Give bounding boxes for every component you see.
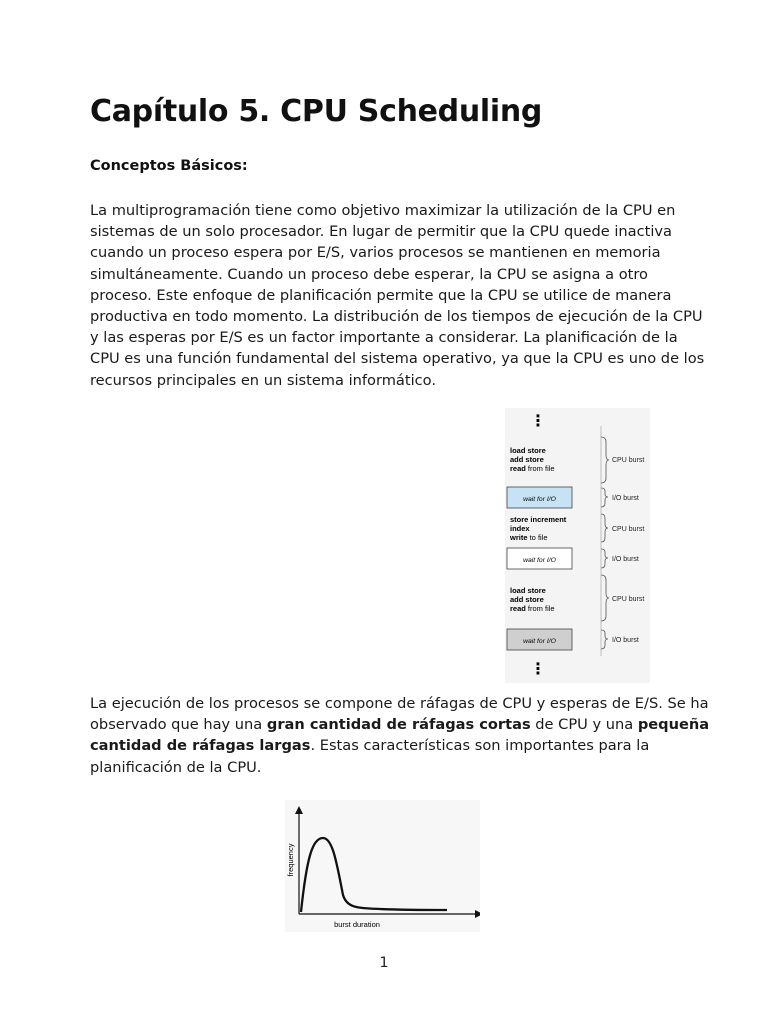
instruction-rest: from file — [525, 464, 555, 473]
frequency-curve — [301, 838, 447, 912]
paragraph-line — [90, 714, 710, 735]
y-axis-label: frequency — [286, 843, 295, 877]
paragraph-line: proceso. Este enfoque de planificación permite que la CPU se utilice de manera — [90, 286, 672, 304]
paragraph-line: La ejecución de los procesos se compone de ráfagas de CPU y esperas de E/S. Se ha — [90, 695, 709, 712]
bold-text: gran cantidad de ráfagas cortas — [266, 716, 531, 734]
cpu-io-burst-figure — [505, 408, 650, 683]
ellipsis-bottom: ⋮ — [530, 661, 546, 678]
intro-paragraph — [90, 200, 705, 391]
paragraph-line: cuando un proceso espera por E/S, varios procesos se mantienen en memoria — [90, 244, 661, 262]
io-burst-label: I/O burst — [612, 637, 639, 644]
paragraph-line: recursos principales en un sistema informático. — [90, 371, 436, 389]
io-burst-brace — [601, 488, 608, 507]
instruction-text — [509, 533, 548, 542]
x-axis-label: burst duration — [334, 920, 380, 929]
paragraph-line — [90, 735, 690, 756]
cpu-burst-label: CPU burst — [612, 457, 645, 464]
instruction-rest: to file — [527, 533, 548, 542]
paragraph-line: simultáneamente. Cuando un proceso debe esperar, la CPU se asigna a otro — [90, 265, 648, 283]
histogram-chart — [285, 800, 480, 932]
instruction-keyword: write — [510, 533, 528, 542]
instruction-text: add store — [510, 455, 544, 464]
io-burst-label: I/O burst — [612, 556, 639, 563]
cpu-burst-brace — [601, 437, 609, 483]
io-burst-label: I/O burst — [612, 495, 639, 502]
instruction-text: load store — [510, 586, 546, 595]
instruction-keyword: read — [510, 604, 526, 613]
instruction-rest: from file — [525, 604, 555, 613]
wait-io-label: wait for I/O — [523, 557, 556, 564]
bold-text: pequeña — [637, 716, 710, 734]
ellipsis-top: ⋮ — [530, 413, 546, 430]
instruction-text: store increment — [510, 515, 567, 524]
bursts-paragraph — [90, 693, 710, 778]
page-number: 1 — [379, 955, 389, 971]
instruction-text: index — [510, 524, 530, 533]
text-run: observado que hay una — [90, 716, 267, 734]
paragraph-line: y las esperas por E/S es un factor importante a considerar. La planificación de la — [90, 329, 678, 347]
paragraph-line: productiva en todo momento. La distribución de los tiempos de ejecución de la CPU — [90, 308, 703, 326]
wait-io-label: wait for I/O — [523, 496, 556, 503]
paragraph-line: CPU es una función fundamental del sistema operativo, ya que la CPU es uno de los — [90, 350, 705, 368]
page-title: Capítulo 5. CPU Scheduling — [90, 94, 543, 129]
cpu-burst-brace — [601, 514, 608, 542]
instruction-text — [510, 464, 555, 473]
cpu-burst-label: CPU burst — [612, 596, 645, 603]
text-run: . Estas características son importantes para la — [310, 737, 650, 755]
section-heading: Conceptos Básicos: — [90, 158, 248, 174]
instruction-text — [510, 604, 555, 613]
paragraph-line: sistemas de un solo procesador. En lugar de permitir que la CPU quede inactiva — [90, 223, 672, 241]
instruction-keyword: read — [510, 464, 526, 473]
text-run: de CPU y una — [530, 716, 638, 734]
io-burst-brace — [601, 630, 608, 649]
bold-text: cantidad de ráfagas largas — [90, 737, 311, 755]
wait-io-label: wait for I/O — [523, 638, 556, 645]
paragraph-line: planificación de la CPU. — [90, 758, 262, 776]
instruction-text: load store — [510, 446, 546, 455]
cpu-burst-brace — [601, 575, 609, 621]
io-burst-brace — [601, 549, 608, 568]
burst-diagram — [505, 408, 650, 683]
instruction-text: add store — [510, 595, 544, 604]
paragraph-line: La multiprogramación tiene como objetivo maximizar la utilización de la CPU en — [90, 202, 676, 219]
cpu-burst-label: CPU burst — [612, 526, 645, 533]
burst-duration-histogram — [285, 800, 480, 932]
